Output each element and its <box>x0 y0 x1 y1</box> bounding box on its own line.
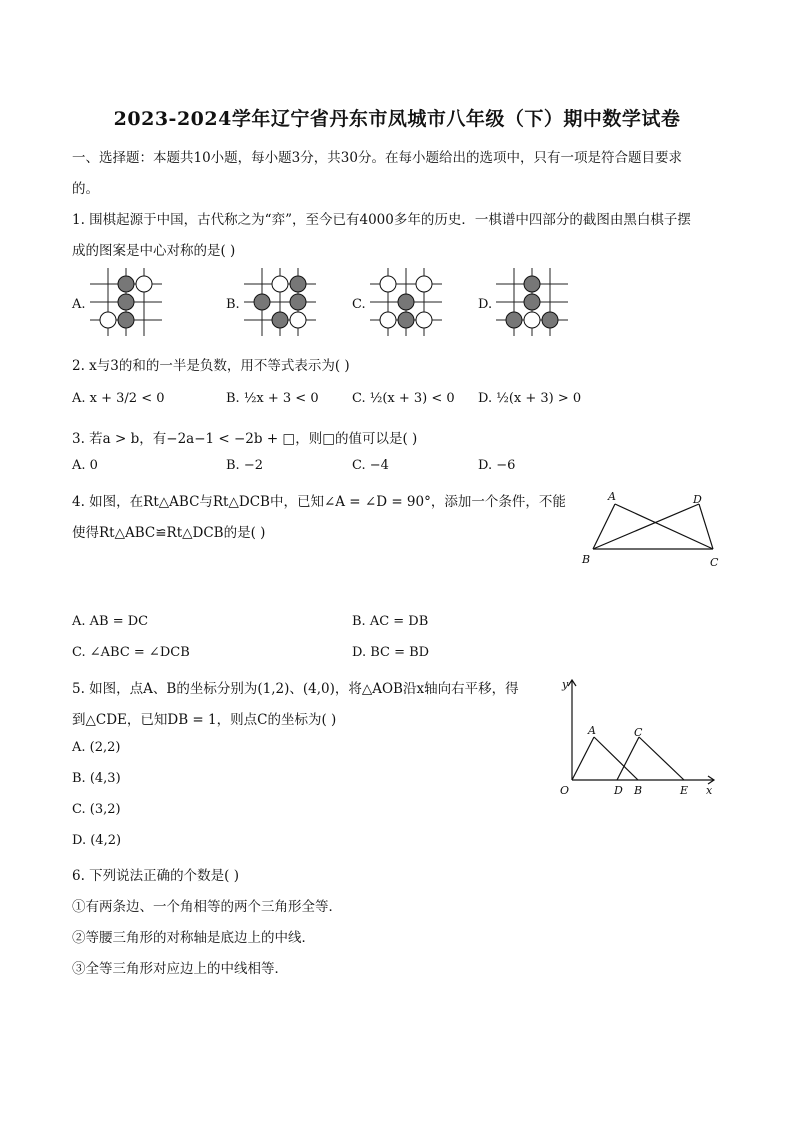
label-d: D <box>693 493 702 506</box>
q5-option-d: D. (4,2) <box>72 833 122 848</box>
q4-option-b: B. AC = DB <box>352 614 429 629</box>
q1-option-a-label: A. <box>72 297 86 312</box>
label-a: A <box>608 490 616 503</box>
label-b: B <box>634 784 643 797</box>
stone-black <box>118 294 134 310</box>
q4-stem-line2: 使得Rt△ABC≌Rt△DCB的是( ) <box>72 525 266 541</box>
stone-black <box>118 276 134 292</box>
q6-statement-3: ③全等三角形对应边上的中线相等． <box>72 961 288 977</box>
label-x: x <box>706 784 713 797</box>
triangle-figure <box>575 485 725 575</box>
stone-black <box>272 312 288 328</box>
label-y: y <box>562 678 569 691</box>
go-board-a <box>86 266 166 338</box>
stone-white <box>100 312 116 328</box>
q5-option-a: A. (2,2) <box>72 740 121 755</box>
stone-black <box>542 312 558 328</box>
q3-option-d: D. −6 <box>478 458 516 473</box>
stone-black <box>398 294 414 310</box>
stone-white <box>524 312 540 328</box>
section-intro-line1: 一、选择题：本题共10小题，每小题3分，共30分。在每小题给出的选项中，只有一项是符合题目要求 <box>72 150 682 166</box>
q2-option-b: B. ½x + 3 < 0 <box>226 391 319 406</box>
q1-option-c-label: C. <box>352 297 366 312</box>
q3-option-a: A. 0 <box>72 458 98 473</box>
q6-statement-1: ①有两条边、一个角相等的两个三角形全等． <box>72 899 342 915</box>
q1-stem-line1: 1. 围棋起源于中国，古代称之为“弈”，至今已有4000多年的历史．一棋谱中四部分的截图由黑白棋子摆 <box>72 212 691 228</box>
go-board-d <box>492 266 572 338</box>
stone-white <box>416 312 432 328</box>
q3-stem: 3. 若a > b，有−2a−1 < −2b + □，则□的值可以是( ) <box>72 431 418 447</box>
q6-statement-2: ②等腰三角形的对称轴是底边上的中线． <box>72 930 315 946</box>
q1-option-b-label: B. <box>226 297 240 312</box>
q3-option-c: C. −4 <box>352 458 389 473</box>
q4-option-c: C. ∠ABC = ∠DCB <box>72 645 190 660</box>
q4-option-d: D. BC = BD <box>352 645 430 660</box>
q1-option-d-label: D. <box>478 297 493 312</box>
q5-option-b: B. (4,3) <box>72 771 121 786</box>
stone-white <box>290 312 306 328</box>
stone-black <box>398 312 414 328</box>
q2-option-d: D. ½(x + 3) > 0 <box>478 391 582 406</box>
q4-option-a: A. AB = DC <box>72 614 149 629</box>
q4-stem-line1: 4. 如图，在Rt△ABC与Rt△DCB中，已知∠A = ∠D = 90°，添加一个条件，不能 <box>72 494 566 510</box>
label-o: O <box>560 784 570 797</box>
stone-black <box>290 294 306 310</box>
label-a: A <box>588 724 596 737</box>
stone-black <box>506 312 522 328</box>
q2-option-a: A. x + 3/2 < 0 <box>72 391 165 406</box>
label-b: B <box>582 553 591 566</box>
stone-black <box>118 312 134 328</box>
coordinate-figure <box>542 674 732 802</box>
label-c: C <box>710 556 719 569</box>
q2-option-c: C. ½(x + 3) < 0 <box>352 391 455 406</box>
q2-stem: 2. x与3的和的一半是负数，用不等式表示为( ) <box>72 358 350 374</box>
stone-white <box>136 276 152 292</box>
stone-black <box>524 276 540 292</box>
q1-stem-line2: 成的图案是中心对称的是( ) <box>72 243 236 259</box>
stone-white <box>272 276 288 292</box>
stone-black <box>254 294 270 310</box>
page-title: 2023-2024学年辽宁省丹东市凤城市八年级（下）期中数学试卷 <box>113 108 681 130</box>
stone-white <box>380 312 396 328</box>
q5-stem-line2: 到△CDE，已知DB = 1，则点C的坐标为( ) <box>72 712 337 728</box>
label-c: C <box>634 726 643 739</box>
stone-black <box>290 276 306 292</box>
label-d: D <box>614 784 623 797</box>
q6-stem: 6. 下列说法正确的个数是( ) <box>72 868 239 884</box>
q3-option-b: B. −2 <box>226 458 263 473</box>
go-board-b <box>240 266 320 338</box>
stone-black <box>524 294 540 310</box>
go-board-c <box>366 266 446 338</box>
label-e: E <box>680 784 689 797</box>
q5-stem-line1: 5. 如图，点A、B的坐标分别为(1,2)、(4,0)，将△AOB沿x轴向右平移，得 <box>72 681 519 697</box>
stone-white <box>416 276 432 292</box>
section-intro-line2: 的。 <box>72 181 99 197</box>
q5-option-c: C. (3,2) <box>72 802 121 817</box>
stone-white <box>380 276 396 292</box>
